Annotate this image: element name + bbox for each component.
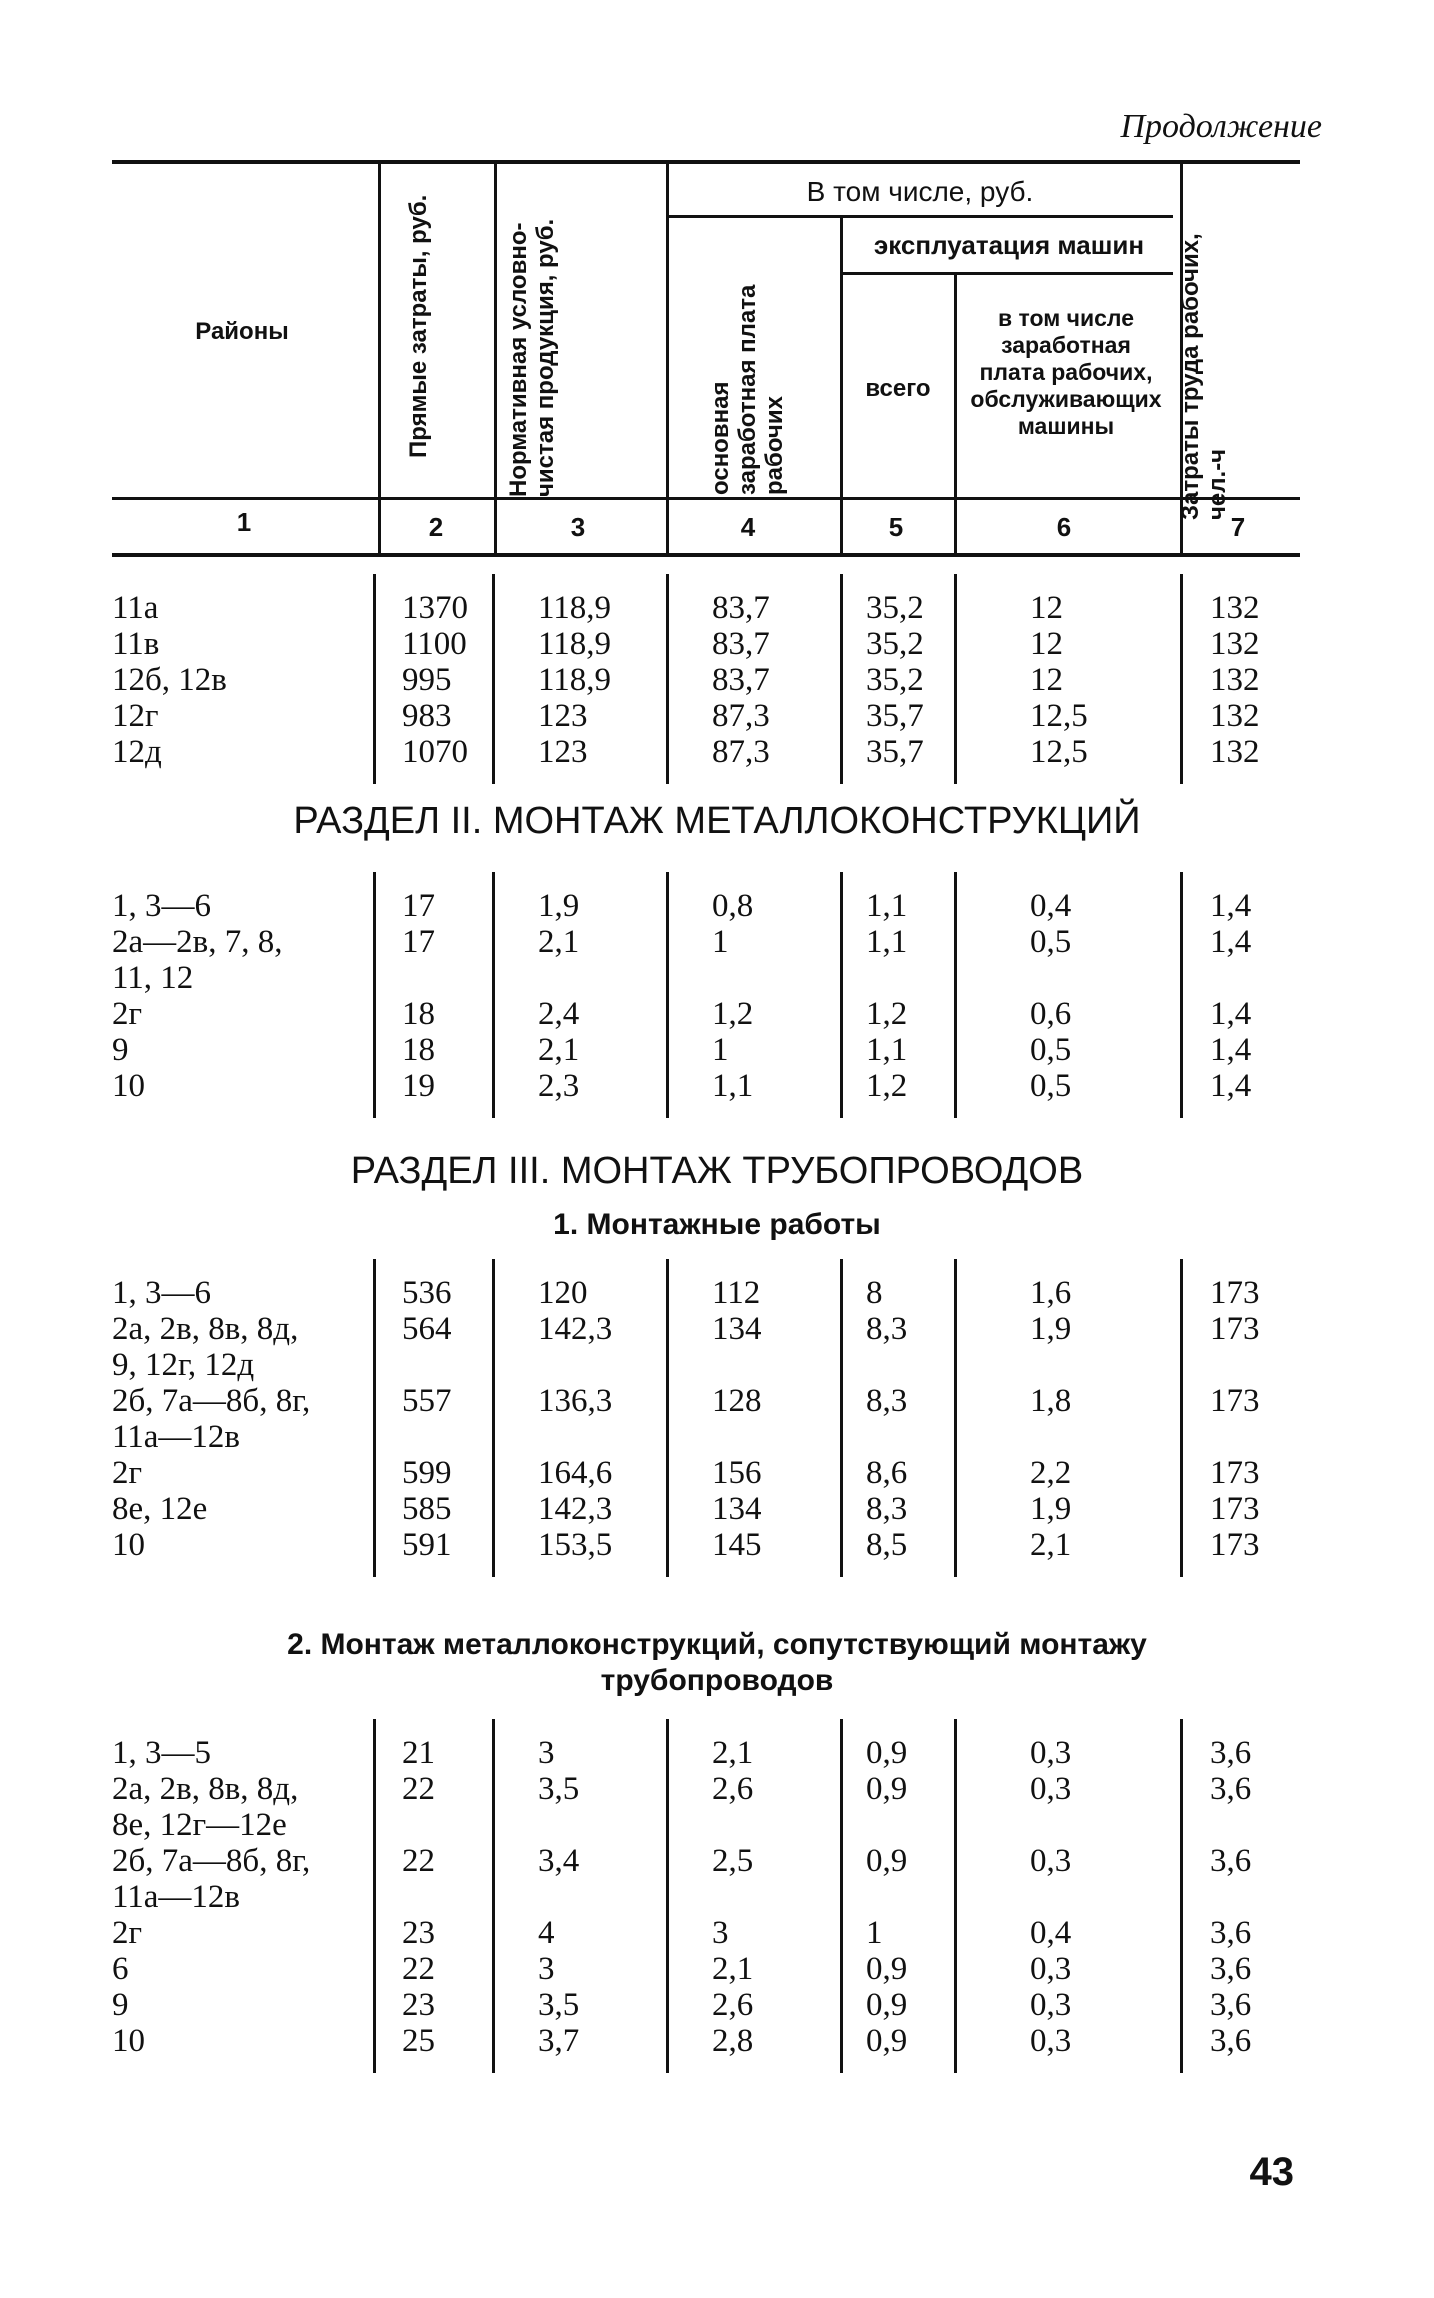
table-vline bbox=[492, 1259, 495, 1577]
colnum: 3 bbox=[570, 512, 586, 542]
top-rule bbox=[112, 160, 1300, 164]
value-cell: 1,4 bbox=[1210, 888, 1252, 924]
value-cell: 22 bbox=[402, 1951, 435, 1987]
value-cell: 35,2 bbox=[866, 662, 924, 698]
value-cell: 132 bbox=[1210, 698, 1260, 734]
value-cell: 1,9 bbox=[1030, 1491, 1072, 1527]
value-cell: 995 bbox=[402, 662, 452, 698]
colnum: 2 bbox=[428, 512, 444, 542]
value-cell: 173 bbox=[1210, 1383, 1260, 1419]
value-cell: 87,3 bbox=[712, 734, 770, 770]
value-cell: 12,5 bbox=[1030, 698, 1088, 734]
value-cell: 173 bbox=[1210, 1455, 1260, 1491]
value-cell: 83,7 bbox=[712, 662, 770, 698]
value-cell: 0,8 bbox=[712, 888, 754, 924]
table-vline bbox=[492, 1719, 495, 2073]
page-number: 43 bbox=[1249, 2150, 1294, 2194]
table-vline bbox=[954, 574, 957, 784]
value-cell: 156 bbox=[712, 1455, 762, 1491]
value-cell: 3,6 bbox=[1210, 1951, 1252, 1987]
value-cell: 3,5 bbox=[538, 1771, 580, 1807]
value-cell: 12,5 bbox=[1030, 734, 1088, 770]
region-cell: 11а—12в bbox=[112, 1419, 241, 1455]
value-cell: 2,4 bbox=[538, 996, 580, 1032]
value-cell: 87,3 bbox=[712, 698, 770, 734]
value-cell: 0,4 bbox=[1030, 888, 1072, 924]
value-cell: 564 bbox=[402, 1311, 452, 1347]
region-cell: 9 bbox=[112, 1987, 129, 2023]
table-vline bbox=[1180, 1719, 1183, 2073]
region-cell: 1, 3—5 bbox=[112, 1735, 211, 1771]
value-cell: 3 bbox=[712, 1915, 729, 1951]
section-3-subtitle-2-line1: 2. Монтаж металлоконструкций, сопутствующий монтажу bbox=[287, 1628, 1147, 1661]
value-cell: 18 bbox=[402, 1032, 435, 1068]
value-cell: 12 bbox=[1030, 590, 1063, 626]
value-cell: 2,1 bbox=[712, 1951, 754, 1987]
header-col4: основная заработная плата рабочих bbox=[707, 284, 788, 495]
value-cell: 591 bbox=[402, 1527, 452, 1563]
value-cell: 8,5 bbox=[866, 1527, 908, 1563]
value-cell: 142,3 bbox=[538, 1311, 613, 1347]
value-cell: 1100 bbox=[402, 626, 467, 662]
value-cell: 12 bbox=[1030, 662, 1063, 698]
value-cell: 173 bbox=[1210, 1491, 1260, 1527]
region-cell: 12д bbox=[112, 734, 162, 770]
value-cell: 3,6 bbox=[1210, 1843, 1252, 1879]
header-col6: в том числе заработная плата рабочих, обслуживающих машины bbox=[970, 305, 1162, 439]
value-cell: 8 bbox=[866, 1275, 883, 1311]
section-2-title: РАЗДЕЛ II. МОНТАЖ МЕТАЛЛОКОНСТРУКЦИЙ bbox=[293, 800, 1141, 842]
table-vline bbox=[840, 872, 843, 1118]
value-cell: 12 bbox=[1030, 626, 1063, 662]
header-group: В том числе, руб. bbox=[806, 176, 1034, 207]
value-cell: 23 bbox=[402, 1915, 435, 1951]
table-vline bbox=[373, 574, 376, 784]
value-cell: 1,1 bbox=[866, 1032, 908, 1068]
header-vline bbox=[954, 273, 957, 554]
value-cell: 0,5 bbox=[1030, 1032, 1072, 1068]
value-cell: 1070 bbox=[402, 734, 468, 770]
value-cell: 0,3 bbox=[1030, 1771, 1072, 1807]
region-cell: 11, 12 bbox=[112, 960, 194, 996]
table-vline bbox=[666, 574, 669, 784]
value-cell: 8,6 bbox=[866, 1455, 908, 1491]
value-cell: 132 bbox=[1210, 626, 1260, 662]
value-cell: 0,3 bbox=[1030, 1735, 1072, 1771]
table-vline bbox=[373, 1719, 376, 2073]
value-cell: 145 bbox=[712, 1527, 762, 1563]
value-cell: 0,9 bbox=[866, 1735, 908, 1771]
value-cell: 134 bbox=[712, 1311, 762, 1347]
region-cell: 12г bbox=[112, 698, 159, 734]
region-cell: 2а, 2в, 8в, 8д, bbox=[112, 1771, 299, 1807]
region-cell: 11в bbox=[112, 626, 160, 662]
value-cell: 35,2 bbox=[866, 590, 924, 626]
region-cell: 10 bbox=[112, 1068, 145, 1104]
table-vline bbox=[373, 872, 376, 1118]
region-cell: 12б, 12в bbox=[112, 662, 227, 698]
value-cell: 173 bbox=[1210, 1275, 1260, 1311]
value-cell: 25 bbox=[402, 2023, 435, 2059]
value-cell: 3,6 bbox=[1210, 1735, 1252, 1771]
value-cell: 123 bbox=[538, 734, 588, 770]
continuation-label: Продолжение bbox=[1120, 108, 1322, 145]
value-cell: 132 bbox=[1210, 590, 1260, 626]
value-cell: 0,9 bbox=[866, 1771, 908, 1807]
table-vline bbox=[666, 872, 669, 1118]
colnum-bottom-rule bbox=[112, 553, 1300, 557]
value-cell: 0,9 bbox=[866, 2023, 908, 2059]
table-vline bbox=[1180, 872, 1183, 1118]
value-cell: 1,4 bbox=[1210, 924, 1252, 960]
table-vline bbox=[954, 872, 957, 1118]
value-cell: 3,6 bbox=[1210, 2023, 1252, 2059]
value-cell: 3 bbox=[538, 1735, 555, 1771]
value-cell: 18 bbox=[402, 996, 435, 1032]
value-cell: 118,9 bbox=[538, 590, 612, 626]
value-cell: 2,1 bbox=[538, 924, 580, 960]
value-cell: 153,5 bbox=[538, 1527, 613, 1563]
value-cell: 17 bbox=[402, 888, 435, 924]
value-cell: 120 bbox=[538, 1275, 588, 1311]
value-cell: 1,2 bbox=[866, 1068, 908, 1104]
value-cell: 1,9 bbox=[538, 888, 580, 924]
value-cell: 0,9 bbox=[866, 1951, 908, 1987]
value-cell: 3 bbox=[538, 1951, 555, 1987]
value-cell: 1 bbox=[712, 1032, 729, 1068]
header-col3: Нормативная условно-чистая продукция, руб. bbox=[505, 218, 559, 497]
value-cell: 4 bbox=[538, 1915, 555, 1951]
header-bottom-rule bbox=[112, 497, 1300, 500]
header-col1: Районы bbox=[195, 318, 289, 345]
region-cell: 8е, 12е bbox=[112, 1491, 208, 1527]
table-vline bbox=[492, 574, 495, 784]
region-cell: 10 bbox=[112, 1527, 145, 1563]
subgroup-rule bbox=[842, 272, 1173, 275]
colnum: 4 bbox=[740, 512, 756, 542]
value-cell: 2,8 bbox=[712, 2023, 754, 2059]
region-cell: 2г bbox=[112, 996, 143, 1032]
table-vline bbox=[954, 1719, 957, 2073]
value-cell: 8,3 bbox=[866, 1491, 908, 1527]
value-cell: 2,1 bbox=[1030, 1527, 1072, 1563]
region-cell: 8е, 12г—12е bbox=[112, 1807, 287, 1843]
value-cell: 0,3 bbox=[1030, 1843, 1072, 1879]
value-cell: 173 bbox=[1210, 1527, 1260, 1563]
header-vline bbox=[378, 164, 381, 554]
value-cell: 23 bbox=[402, 1987, 435, 2023]
region-cell: 2б, 7а—8б, 8г, bbox=[112, 1843, 311, 1879]
value-cell: 1,8 bbox=[1030, 1383, 1072, 1419]
value-cell: 2,6 bbox=[712, 1987, 754, 2023]
region-cell: 2г bbox=[112, 1915, 143, 1951]
value-cell: 0,4 bbox=[1030, 1915, 1072, 1951]
table-vline bbox=[954, 1259, 957, 1577]
region-cell: 10 bbox=[112, 2023, 145, 2059]
region-cell: 2б, 7а—8б, 8г, bbox=[112, 1383, 311, 1419]
table-vline bbox=[666, 1719, 669, 2073]
region-cell: 9, 12г, 12д bbox=[112, 1347, 255, 1383]
value-cell: 2,6 bbox=[712, 1771, 754, 1807]
table-vline bbox=[373, 1259, 376, 1577]
colnum: 6 bbox=[1056, 512, 1072, 542]
region-cell: 1, 3—6 bbox=[112, 1275, 211, 1311]
group-rule bbox=[668, 215, 1173, 218]
colnum: 1 bbox=[236, 507, 252, 537]
section-3-subtitle-1: 1. Монтажные работы bbox=[553, 1208, 881, 1241]
region-cell: 1, 3—6 bbox=[112, 888, 211, 924]
value-cell: 1,1 bbox=[866, 924, 908, 960]
value-cell: 0,3 bbox=[1030, 1951, 1072, 1987]
value-cell: 1,1 bbox=[712, 1068, 754, 1104]
header-vline bbox=[494, 164, 497, 554]
value-cell: 1,2 bbox=[866, 996, 908, 1032]
value-cell: 0,3 bbox=[1030, 2023, 1072, 2059]
value-cell: 22 bbox=[402, 1771, 435, 1807]
value-cell: 1,2 bbox=[712, 996, 754, 1032]
value-cell: 22 bbox=[402, 1843, 435, 1879]
value-cell: 173 bbox=[1210, 1311, 1260, 1347]
value-cell: 8,3 bbox=[866, 1311, 908, 1347]
value-cell: 123 bbox=[538, 698, 588, 734]
value-cell: 1,1 bbox=[866, 888, 908, 924]
region-cell: 2а—2в, 7, 8, bbox=[112, 924, 283, 960]
value-cell: 0,9 bbox=[866, 1843, 908, 1879]
value-cell: 3,4 bbox=[538, 1843, 580, 1879]
value-cell: 3,6 bbox=[1210, 1771, 1252, 1807]
value-cell: 3,6 bbox=[1210, 1987, 1252, 2023]
value-cell: 35,7 bbox=[866, 734, 924, 770]
table-vline bbox=[840, 574, 843, 784]
value-cell: 19 bbox=[402, 1068, 435, 1104]
value-cell: 3,6 bbox=[1210, 1915, 1252, 1951]
table-vline bbox=[1180, 1259, 1183, 1577]
value-cell: 142,3 bbox=[538, 1491, 613, 1527]
value-cell: 83,7 bbox=[712, 590, 770, 626]
header-subgroup: эксплуатация машин bbox=[873, 230, 1145, 260]
value-cell: 536 bbox=[402, 1275, 452, 1311]
value-cell: 0,6 bbox=[1030, 996, 1072, 1032]
value-cell: 118,9 bbox=[538, 626, 612, 662]
value-cell: 128 bbox=[712, 1383, 762, 1419]
table-vline bbox=[1180, 574, 1183, 784]
value-cell: 132 bbox=[1210, 734, 1260, 770]
table-vline bbox=[666, 1259, 669, 1577]
value-cell: 112 bbox=[712, 1275, 761, 1311]
table-vline bbox=[492, 872, 495, 1118]
value-cell: 2,3 bbox=[538, 1068, 580, 1104]
value-cell: 0,9 bbox=[866, 1987, 908, 2023]
header-col2: Прямые затраты, руб. bbox=[405, 194, 432, 458]
value-cell: 2,2 bbox=[1030, 1455, 1072, 1491]
region-cell: 6 bbox=[112, 1951, 129, 1987]
value-cell: 1,6 bbox=[1030, 1275, 1072, 1311]
value-cell: 134 bbox=[712, 1491, 762, 1527]
value-cell: 599 bbox=[402, 1455, 452, 1491]
value-cell: 17 bbox=[402, 924, 435, 960]
value-cell: 1,4 bbox=[1210, 1032, 1252, 1068]
value-cell: 557 bbox=[402, 1383, 452, 1419]
value-cell: 35,7 bbox=[866, 698, 924, 734]
header-vline bbox=[666, 164, 669, 554]
value-cell: 8,3 bbox=[866, 1383, 908, 1419]
header-col7: Затраты труда рабочих, чел.-ч bbox=[1177, 233, 1231, 520]
value-cell: 3,5 bbox=[538, 1987, 580, 2023]
region-cell: 9 bbox=[112, 1032, 129, 1068]
region-cell: 11а—12в bbox=[112, 1879, 241, 1915]
section-3-title: РАЗДЕЛ III. МОНТАЖ ТРУБОПРОВОДОВ bbox=[350, 1150, 1084, 1192]
value-cell: 2,1 bbox=[538, 1032, 580, 1068]
colnum: 5 bbox=[888, 512, 904, 542]
value-cell: 1,9 bbox=[1030, 1311, 1072, 1347]
value-cell: 118,9 bbox=[538, 662, 612, 698]
value-cell: 0,5 bbox=[1030, 924, 1072, 960]
value-cell: 2,1 bbox=[712, 1735, 754, 1771]
region-cell: 2а, 2в, 8в, 8д, bbox=[112, 1311, 299, 1347]
value-cell: 35,2 bbox=[866, 626, 924, 662]
section-3-subtitle-2-line2: трубопроводов bbox=[600, 1664, 834, 1697]
value-cell: 0,5 bbox=[1030, 1068, 1072, 1104]
colnum: 7 bbox=[1230, 512, 1246, 542]
value-cell: 0,3 bbox=[1030, 1987, 1072, 2023]
value-cell: 1 bbox=[866, 1915, 883, 1951]
value-cell: 1,4 bbox=[1210, 996, 1252, 1032]
value-cell: 1370 bbox=[402, 590, 468, 626]
value-cell: 164,6 bbox=[538, 1455, 613, 1491]
value-cell: 983 bbox=[402, 698, 452, 734]
table-vline bbox=[840, 1719, 843, 2073]
value-cell: 21 bbox=[402, 1735, 435, 1771]
value-cell: 585 bbox=[402, 1491, 452, 1527]
value-cell: 3,7 bbox=[538, 2023, 580, 2059]
value-cell: 136,3 bbox=[538, 1383, 613, 1419]
region-cell: 2г bbox=[112, 1455, 143, 1491]
header-col5: всего bbox=[865, 375, 931, 402]
value-cell: 2,5 bbox=[712, 1843, 754, 1879]
value-cell: 83,7 bbox=[712, 626, 770, 662]
value-cell: 132 bbox=[1210, 662, 1260, 698]
value-cell: 1,4 bbox=[1210, 1068, 1252, 1104]
table-vline bbox=[840, 1259, 843, 1577]
value-cell: 1 bbox=[712, 924, 729, 960]
region-cell: 11а bbox=[112, 590, 159, 626]
